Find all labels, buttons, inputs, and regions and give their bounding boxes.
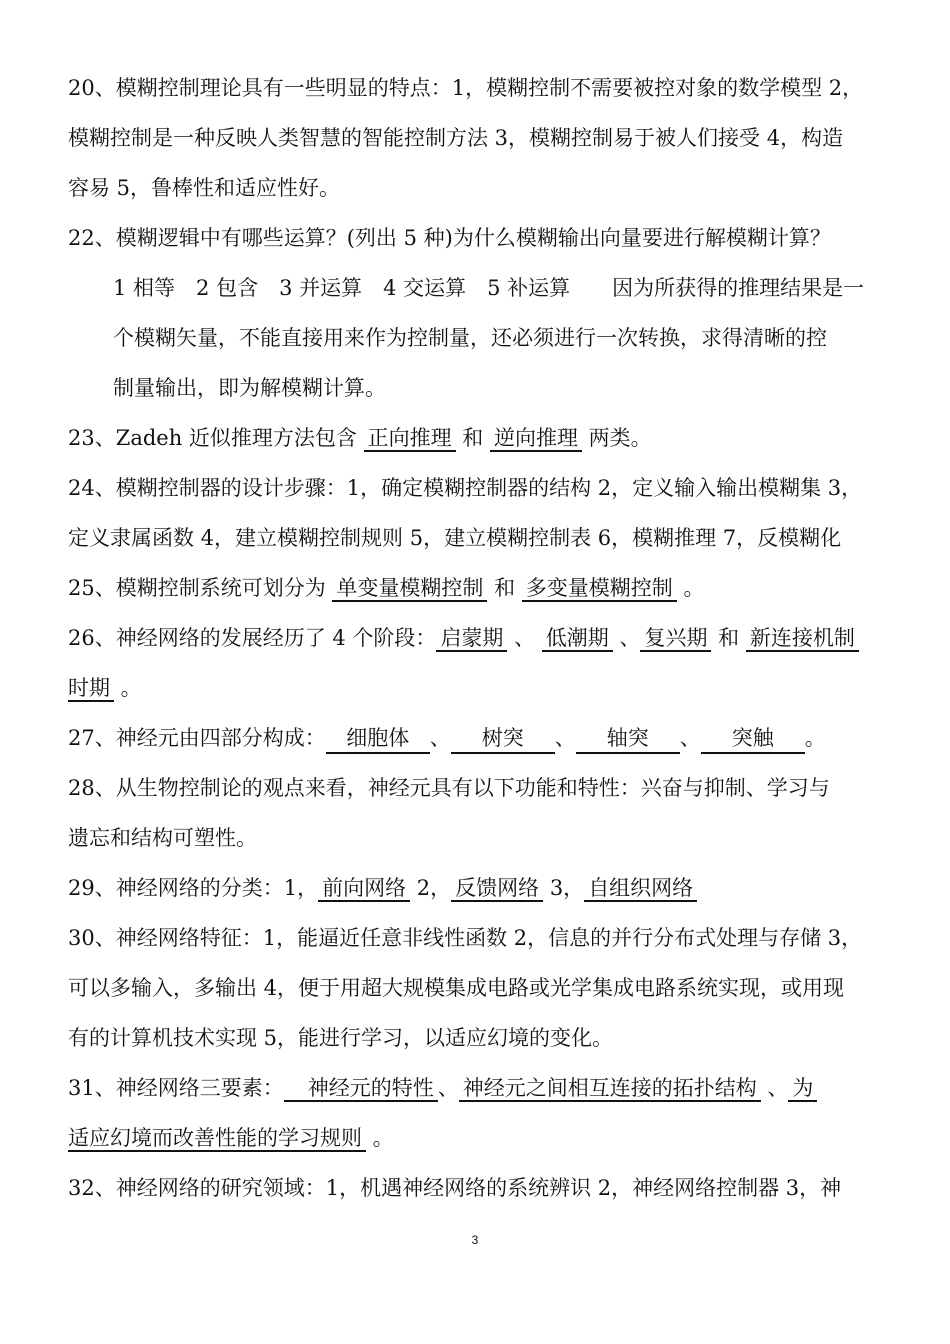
q27-suffix: 。 — [804, 726, 826, 750]
q26-sep-1: 、 — [507, 626, 542, 650]
q23-prefix: 23、Zadeh 近似推理方法包含 — [68, 426, 364, 450]
q27-answer-4: 突触 — [701, 724, 805, 754]
q31-answer-2: 神经元之间相互连接的拓扑结构 — [459, 1076, 761, 1102]
q31-suffix: 。 — [366, 1126, 394, 1150]
q26-answer-4-cont: 时期 — [68, 676, 114, 702]
q25-prefix: 25、模糊控制系统可划分为 — [68, 576, 333, 600]
q25-line — [68, 574, 888, 602]
q22-line-4: 制量输出，即为解模糊计算。 — [113, 376, 386, 400]
q27-answer-3: 轴突 — [576, 724, 680, 754]
q24-line-1: 24、模糊控制器的设计步骤：1，确定模糊控制器的结构 2，定义输入输出模糊集 3， — [68, 476, 863, 500]
q26-answer-2: 低潮期 — [542, 626, 613, 652]
q26-sep-3: 和 — [711, 626, 746, 650]
q29-mid-2: 3， — [543, 876, 585, 900]
q26-prefix: 26、神经网络的发展经历了 4 个阶段： — [68, 626, 437, 650]
q26-answer-3: 复兴期 — [640, 626, 711, 652]
q26-line-1 — [68, 624, 888, 652]
q27-prefix: 27、神经元由四部分构成： — [68, 726, 326, 750]
q26-answer-1: 启蒙期 — [436, 626, 507, 652]
q23-answer-2: 逆向推理 — [490, 426, 582, 452]
q32-line-1: 32、神经网络的研究领域：1，机遇神经网络的系统辨识 2，神经网络控制器 3，神 — [68, 1176, 842, 1200]
q25-answer-2: 多变量模糊控制 — [522, 576, 677, 602]
q28-line-2: 遗忘和结构可塑性。 — [68, 826, 257, 850]
q31-sep-1: 、 — [437, 1076, 459, 1100]
q25-suffix: 。 — [676, 576, 705, 600]
q31-answer-1: 神经元的特性 — [284, 1076, 438, 1102]
q29-prefix: 29、神经网络的分类：1， — [68, 876, 319, 900]
q26-sep-2: 、 — [612, 626, 641, 650]
q26-answer-4: 新连接机制 — [746, 626, 859, 652]
q30-line-1: 30、神经网络特征：1，能逼近任意非线性函数 2，信息的并行分布式处理与存储 3， — [68, 926, 863, 950]
q27-sep-3: 、 — [679, 726, 701, 750]
q23-answer-1: 正向推理 — [364, 426, 456, 452]
q27-answer-2: 树突 — [451, 724, 555, 754]
q27-answer-1: 细胞体 — [326, 724, 430, 754]
q20-line-2: 模糊控制是一种反映人类智慧的智能控制方法 3，模糊控制易于被人们接受 4，构造 — [68, 126, 844, 150]
q23-line — [68, 424, 888, 452]
q29-answer-2: 反馈网络 — [451, 876, 543, 902]
q31-sep-2: 、 — [760, 1076, 789, 1100]
q31-answer-3: 为 — [788, 1076, 817, 1102]
q27-line — [68, 724, 888, 754]
q25-answer-1: 单变量模糊控制 — [332, 576, 487, 602]
q31-line-1 — [68, 1074, 888, 1102]
page-number: 3 — [471, 1233, 479, 1247]
q24-line-2: 定义隶属函数 4，建立模糊控制规则 5，建立模糊控制表 6，模糊推理 7，反模糊化 — [68, 526, 842, 550]
q22-line-1: 22、模糊逻辑中有哪些运算？(列出 5 种)为什么模糊输出向量要进行解模糊计算？ — [68, 226, 831, 250]
q23-mid: 和 — [455, 426, 490, 450]
q25-mid: 和 — [487, 576, 522, 600]
q29-mid-1: 2， — [410, 876, 452, 900]
q23-suffix: 两类。 — [581, 426, 652, 450]
q31-line-2 — [68, 1124, 888, 1152]
q20-line-3: 容易 5，鲁棒性和适应性好。 — [68, 176, 341, 200]
q22-line-3: 个模糊矢量，不能直接用来作为控制量，还必须进行一次转换，求得清晰的控 — [113, 326, 827, 350]
q28-line-1: 28、从生物控制论的观点来看，神经元具有以下功能和特性：兴奋与抑制、学习与 — [68, 776, 830, 800]
q29-answer-1: 前向网络 — [318, 876, 410, 902]
q30-line-2: 可以多输入，多输出 4，便于用超大规模集成电路或光学集成电路系统实现，或用现 — [68, 976, 845, 1000]
q26-suffix: 。 — [114, 676, 142, 700]
q20-line-1: 20、模糊控制理论具有一些明显的特点：1，模糊控制不需要被控对象的数学模型 2， — [68, 76, 864, 100]
q26-line-2 — [68, 674, 888, 702]
q27-sep-2: 、 — [554, 726, 576, 750]
q27-sep-1: 、 — [429, 726, 451, 750]
q22-line-2: 1 相等 2 包含 3 并运算 4 交运算 5 补运算 因为所获得的推理结果是一 — [113, 276, 865, 300]
q30-line-3: 有的计算机技术实现 5，能进行学习，以适应幻境的变化。 — [68, 1026, 614, 1050]
q29-line — [68, 874, 888, 902]
q31-prefix: 31、神经网络三要素： — [68, 1076, 284, 1100]
q29-answer-3: 自组织网络 — [584, 876, 697, 902]
q31-answer-3-cont: 适应幻境而改善性能的学习规则 — [68, 1126, 366, 1152]
